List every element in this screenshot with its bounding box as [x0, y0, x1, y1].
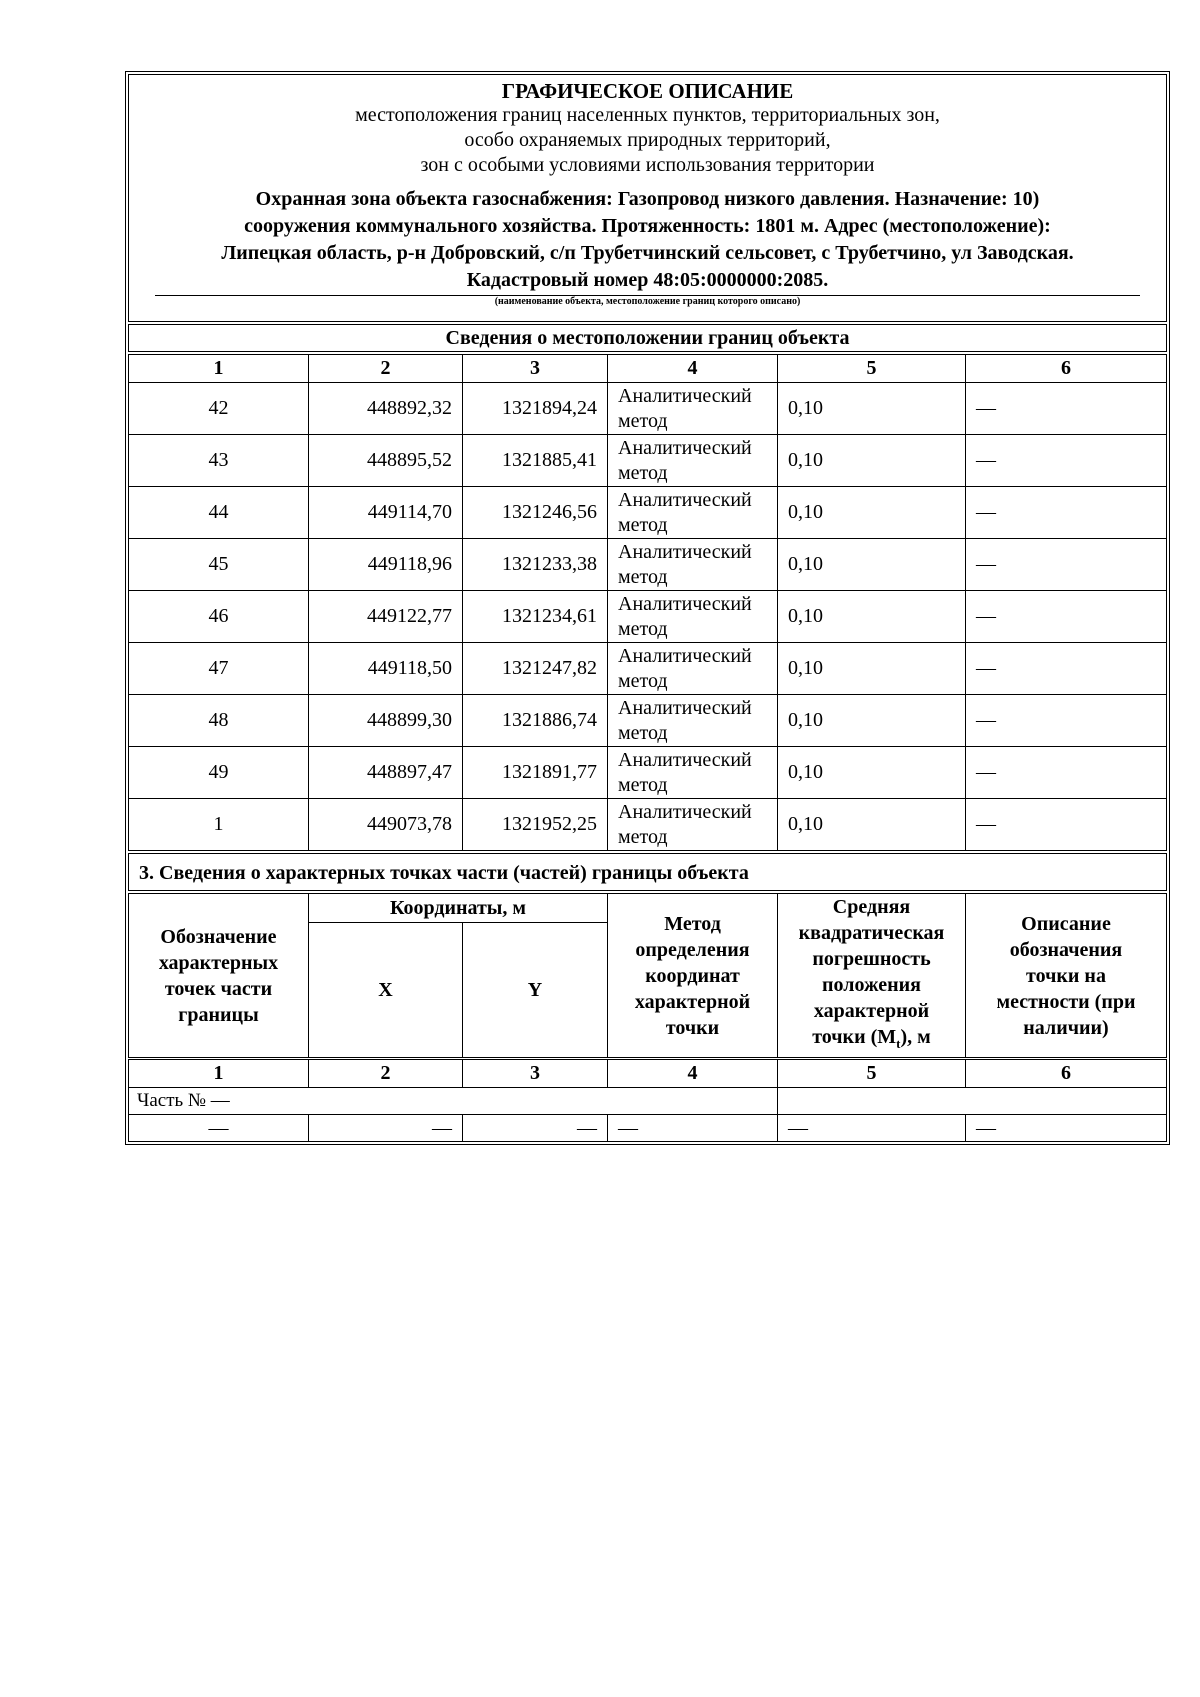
cell-error: 0,10	[778, 799, 966, 851]
cell-y: 1321233,38	[463, 539, 608, 591]
cell-error: 0,10	[778, 695, 966, 747]
header-subscript: t	[896, 1036, 901, 1051]
part-label: Часть № —	[129, 1088, 778, 1115]
header-text: точки на	[1026, 964, 1106, 987]
parts-header-row	[129, 894, 1167, 923]
table-row	[129, 695, 1167, 747]
header-text: точек части	[164, 977, 273, 1000]
cell-method	[608, 643, 778, 695]
header-text: характерных	[158, 951, 279, 974]
part-label-row	[129, 1088, 1167, 1115]
cell-x: 448899,30	[309, 695, 463, 747]
cell-method-line: Аналитический	[618, 436, 752, 459]
cell-x: 449073,78	[309, 799, 463, 851]
cell-point: 48	[129, 695, 309, 747]
cell-method-line: метод	[618, 461, 668, 484]
header-point-designation	[129, 894, 309, 1059]
cell-description: —	[966, 643, 1167, 695]
header-text: границы	[178, 1003, 259, 1026]
cell-method-line: Аналитический	[618, 592, 752, 615]
cell-description: —	[966, 695, 1167, 747]
column-number: 5	[778, 1059, 966, 1088]
table-row	[129, 435, 1167, 487]
column-number: 1	[129, 355, 309, 383]
cell-description: —	[966, 539, 1167, 591]
cell-point: 47	[129, 643, 309, 695]
cell-method-line: Аналитический	[618, 540, 752, 563]
cell-y: 1321234,61	[463, 591, 608, 643]
cell-error: —	[778, 1115, 966, 1142]
cell-description: —	[966, 435, 1167, 487]
cell-method-line: Аналитический	[618, 800, 752, 823]
cell-x: 448892,32	[309, 383, 463, 435]
column-number: 3	[463, 1059, 608, 1088]
object-name	[149, 186, 1146, 294]
cell-error: 0,10	[778, 643, 966, 695]
cell-y: —	[463, 1115, 608, 1142]
cell-method-line: Аналитический	[618, 384, 752, 407]
cell-method-line: метод	[618, 617, 668, 640]
column-number: 2	[309, 355, 463, 383]
cell-x: 449122,77	[309, 591, 463, 643]
table-row	[129, 747, 1167, 799]
cell-error: 0,10	[778, 435, 966, 487]
cell-description: —	[966, 487, 1167, 539]
column-number: 1	[129, 1059, 309, 1088]
column-number: 3	[463, 355, 608, 383]
header-text: характерной	[813, 1000, 930, 1022]
document-subtitle-line: зон с особыми условиями использования территории	[420, 154, 875, 176]
cell-method-line: метод	[618, 669, 668, 692]
cell-method-line: метод	[618, 773, 668, 796]
cell-description: —	[966, 747, 1167, 799]
cell-x: —	[309, 1115, 463, 1142]
cell-x: 449118,50	[309, 643, 463, 695]
cell-description: —	[966, 799, 1167, 851]
header-text: определения	[635, 938, 750, 961]
table-row	[129, 799, 1167, 851]
cell-description: —	[966, 591, 1167, 643]
cell-point: 1	[129, 799, 309, 851]
cell-x: 448895,52	[309, 435, 463, 487]
cell-y: 1321891,77	[463, 747, 608, 799]
cell-x: 448897,47	[309, 747, 463, 799]
column-number-row	[129, 355, 1167, 383]
object-name-caption: (наименование объекта, местоположение границ которого описано)	[494, 296, 801, 307]
cell-method	[608, 539, 778, 591]
object-name-line: Кадастровый номер 48:05:0000000:2085.	[466, 269, 829, 291]
cell-y: 1321246,56	[463, 487, 608, 539]
column-number: 6	[966, 355, 1167, 383]
cell-method-line: Аналитический	[618, 488, 752, 511]
cell-description: —	[966, 1115, 1167, 1142]
cell-error: 0,10	[778, 591, 966, 643]
cell-y: 1321247,82	[463, 643, 608, 695]
cell-method	[608, 435, 778, 487]
header-text-part: ), м	[900, 1026, 931, 1048]
cell-y: 1321886,74	[463, 695, 608, 747]
part-label-empty	[778, 1088, 1167, 1115]
cell-method	[608, 383, 778, 435]
header-text: положения	[822, 974, 921, 996]
header-text: погрешность	[812, 948, 931, 970]
column-number: 6	[966, 1059, 1167, 1088]
header-text: Обозначение	[160, 925, 277, 948]
boundaries-section-title: Сведения о местоположении границ объекта	[128, 324, 1167, 352]
document-subtitle-line: особо охраняемых природных территорий,	[464, 129, 831, 151]
parts-table	[128, 893, 1167, 1142]
column-number: 5	[778, 355, 966, 383]
cell-point: 46	[129, 591, 309, 643]
object-name-line: Охранная зона объекта газоснабжения: Газопровод низкого давления. Назначение: 10)	[255, 188, 1040, 210]
cell-description: —	[966, 383, 1167, 435]
table-row	[129, 383, 1167, 435]
object-name-line: сооружения коммунального хозяйства. Протяженность: 1801 м. Адрес (местоположение):	[244, 215, 1051, 237]
header-text: квадратическая	[798, 922, 945, 944]
object-name-line: Липецкая область, р-н Добровский, с/п Трубетчинский сельсовет, с Трубетчино, ул Заводская.	[221, 242, 1074, 264]
cell-error: 0,10	[778, 487, 966, 539]
cell-method-line: Аналитический	[618, 748, 752, 771]
cell-error: 0,10	[778, 539, 966, 591]
column-number: 4	[608, 355, 778, 383]
cell-method-line: метод	[618, 565, 668, 588]
cell-error: 0,10	[778, 383, 966, 435]
cell-method-line: метод	[618, 409, 668, 432]
cell-point: 45	[129, 539, 309, 591]
cell-method-line: Аналитический	[618, 644, 752, 667]
cell-method	[608, 747, 778, 799]
document-subtitle-line: местоположения границ населенных пунктов, территориальных зон,	[355, 104, 940, 126]
cell-method: —	[608, 1115, 778, 1142]
cell-x: 449118,96	[309, 539, 463, 591]
header-text: местности (при	[996, 990, 1136, 1013]
column-number: 2	[309, 1059, 463, 1088]
header-text: характерной	[634, 990, 751, 1013]
header-text: Описание	[1021, 912, 1111, 935]
header-coordinates: Координаты, м	[309, 894, 608, 923]
header-y: Y	[463, 923, 608, 1059]
cell-method-line: метод	[618, 825, 668, 848]
header-x: X	[309, 923, 463, 1059]
table-row	[129, 1115, 1167, 1142]
cell-method	[608, 487, 778, 539]
header-text: обозначения	[1009, 938, 1123, 961]
cell-method-line: Аналитический	[618, 696, 752, 719]
parts-section-title: 3. Сведения о характерных точках части (частей) границы объекта	[128, 853, 1167, 891]
table-row	[129, 539, 1167, 591]
cell-method-line: метод	[618, 721, 668, 744]
cell-method	[608, 591, 778, 643]
table-row	[129, 487, 1167, 539]
header-text: наличии)	[1023, 1016, 1109, 1039]
cell-error: 0,10	[778, 747, 966, 799]
cell-y: 1321885,41	[463, 435, 608, 487]
document-title: ГРАФИЧЕСКОЕ ОПИСАНИЕ	[501, 79, 794, 103]
cell-method	[608, 799, 778, 851]
table-row	[129, 591, 1167, 643]
cell-point: 42	[129, 383, 309, 435]
cell-method-line: метод	[618, 513, 668, 536]
document-frame	[125, 71, 1170, 1145]
cell-x: 449114,70	[309, 487, 463, 539]
header-text: точки	[665, 1016, 720, 1039]
column-number: 4	[608, 1059, 778, 1088]
cell-y: 1321952,25	[463, 799, 608, 851]
header-text: Метод	[664, 912, 721, 935]
cell-point: 44	[129, 487, 309, 539]
cell-method	[608, 695, 778, 747]
cell-point: 49	[129, 747, 309, 799]
cell-y: 1321894,24	[463, 383, 608, 435]
header-text-part: точки (M	[812, 1026, 897, 1048]
header-description	[966, 894, 1167, 1059]
header-text: Средняя	[832, 896, 911, 918]
boundaries-table	[128, 354, 1167, 851]
table-row	[129, 643, 1167, 695]
cell-point: 43	[129, 435, 309, 487]
document-header	[128, 74, 1167, 322]
header-method	[608, 894, 778, 1059]
header-text: координат	[645, 964, 740, 987]
column-number-row	[129, 1059, 1167, 1088]
cell-point: —	[129, 1115, 309, 1142]
header-text	[778, 1024, 965, 1057]
header-error	[778, 894, 966, 1059]
